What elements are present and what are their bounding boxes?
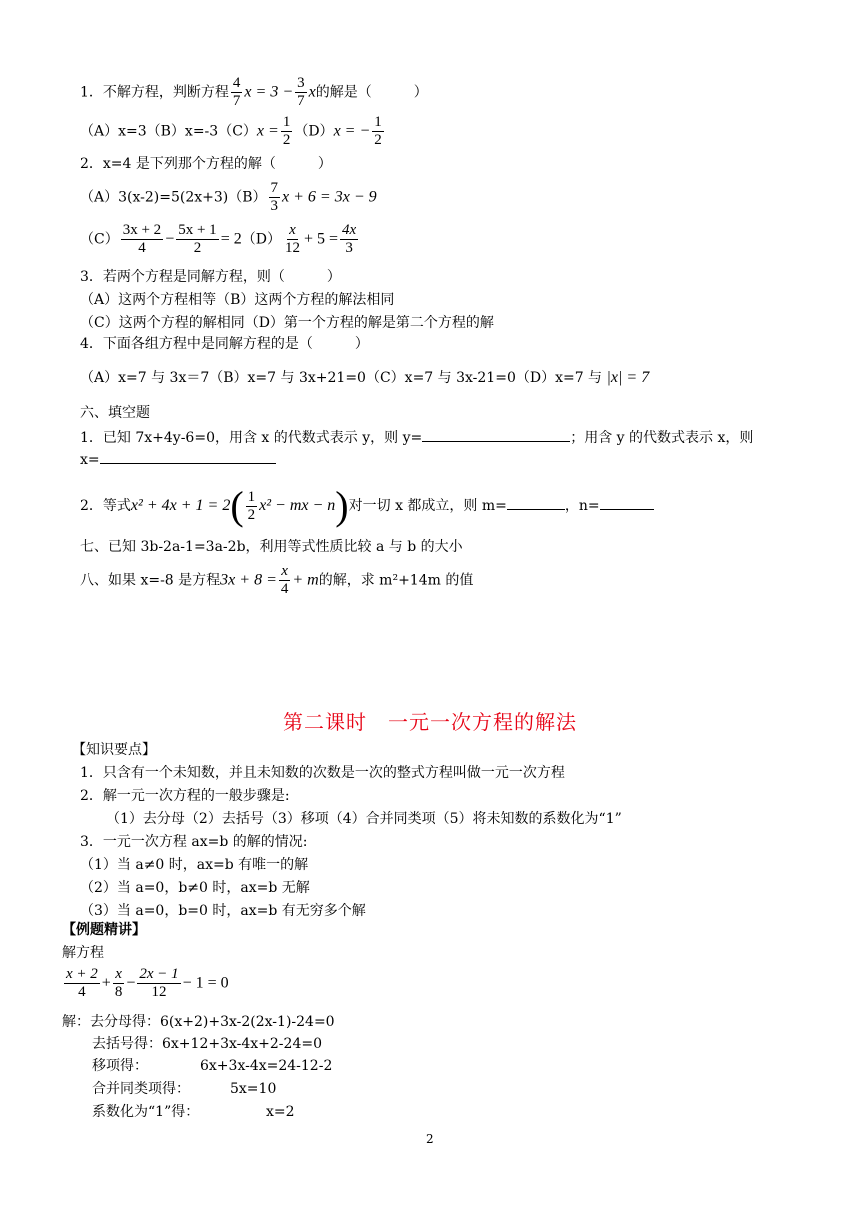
question-2-options-ab: （A）3(x-2)=5(2x+3)（B） $\frac{7}{3}$ x + 6 = 3x − 9 xyxy=(80,180,377,214)
knowledge-2: 2．解一元一次方程的一般步骤是: xyxy=(80,788,290,804)
lesson-title: 第二课时 一元一次方程的解法 xyxy=(283,710,577,734)
question-4-options: （A）x=7 与 3x＝7（B）x=7 与 3x+21=0（C）x=7 与 3x-21=0（D）x=7 与 |x| = 7 xyxy=(80,369,650,386)
knowledge-3-case-2: （2）当 a=0，b≠0 时，ax=b 无解 xyxy=(80,880,310,896)
question-2-options-cd: （C） $\frac{3x + 2}{4}$ − $\frac{5x + 1}{2}$ = 2（D） $\frac{x}{12}$ + 5 = $\frac{4x}{3}$ xyxy=(80,222,357,256)
question-3-line3: （C）这两个方程的解相同（D）第一个方程的解是第二个方程的解 xyxy=(80,315,494,331)
fraction: $\frac{2x - 1}{12}$ xyxy=(139,966,179,1000)
fraction: $\frac{x}{4}$ xyxy=(280,563,289,597)
fraction: $\frac{1}{2}$ xyxy=(247,488,256,523)
solution-step-4: 合并同类项得： 5x=10 xyxy=(92,1081,277,1097)
section-8: 八、如果 x=-8 是方程3x + 8 = $\frac{x}{4}$ + m的解，求 m²+14m 的值 xyxy=(80,563,474,597)
fill-2: 2．等式x² + 4x + 1 = 2( $\frac{1}{2}$ x² − mx − n)对一切 x 都成立，则 m= ，n= xyxy=(80,486,654,526)
knowledge-3-case-3: （3）当 a=0，b=0 时，ax=b 有无穷多个解 xyxy=(80,903,366,919)
answer-blank[interactable] xyxy=(422,427,570,442)
solution-step-1: 解：去分母得：6(x+2)+3x-2(2x-1)-24=0 xyxy=(62,1014,335,1030)
fraction: $\frac{7}{3}$ xyxy=(270,180,279,214)
question-3-line2: （A）这两个方程相等（B）这两个方程的解法相同 xyxy=(80,292,395,308)
page-number: 2 xyxy=(426,1132,434,1146)
fraction: $\frac{3x + 2}{4}$ xyxy=(122,222,162,256)
knowledge-heading: 【知识要点】 xyxy=(72,742,156,758)
fraction: $\frac{1}{2}$ xyxy=(282,114,291,148)
knowledge-2-steps: （1）去分母（2）去括号（3）移项（4）合并同类项（5）将未知数的系数化为“1” xyxy=(106,811,622,827)
fraction: $\frac{1}{2}$ xyxy=(374,114,382,148)
solution-step-3: 移项得： 6x+3x-4x=24-12-2 xyxy=(92,1058,333,1074)
fill-1-cont: x= xyxy=(80,449,276,469)
answer-blank[interactable] xyxy=(600,495,654,510)
fraction: $\frac{4}{7}$ xyxy=(232,75,241,109)
fraction: $\frac{x + 2}{4}$ xyxy=(66,966,98,1000)
question-4: 4．下面各组方程中是同解方程的是（ ） xyxy=(80,336,369,352)
answer-blank[interactable] xyxy=(100,449,276,464)
solution-step-2: 去括号得：6x+12+3x-4x+2-24=0 xyxy=(92,1036,322,1052)
fill-1: 1．已知 7x+4y-6=0，用含 x 的代数式表示 y，则 y= ；用含 y 的代数式表示 x，则 xyxy=(80,427,753,447)
fraction: $\frac{5x + 1}{2}$ xyxy=(178,222,217,256)
answer-blank[interactable] xyxy=(507,495,565,510)
example-equation: $\frac{x + 2}{4}$ + $\frac{x}{8}$ − $\frac{2x - 1}{12}$ − 1 = 0 xyxy=(66,966,229,1000)
fraction: $\frac{x}{8}$ xyxy=(114,966,123,1000)
section-7: 七、已知 3b-2a-1=3a-2b，利用等式性质比较 a 与 b 的大小 xyxy=(80,539,463,555)
section-6-heading: 六、填空题 xyxy=(80,405,150,421)
question-2: 2．x=4 是下列那个方程的解（ ） xyxy=(80,156,332,172)
question-1: 1．不解方程，判断方程 $\frac{4}{7}$ x = 3 − $\frac{3}{7}$ x的解是（ ） xyxy=(80,75,428,109)
fraction: $\frac{3}{7}$ xyxy=(297,75,305,109)
question-3: 3．若两个方程是同解方程，则（ ） xyxy=(80,269,341,285)
question-1-options: （A）x=3（B）x=-3（C）x = $\frac{1}{2}$ （D）x = − $\frac{1}{2}$ xyxy=(80,114,382,148)
solution-step-5: 系数化为“1”得： x=2 xyxy=(92,1104,295,1120)
knowledge-3: 3．一元一次方程 ax=b 的解的情况: xyxy=(80,834,308,850)
example-prompt: 解方程 xyxy=(62,945,104,961)
example-heading: 【例题精讲】 xyxy=(62,922,146,938)
fraction: $\frac{x}{12}$ xyxy=(284,222,300,256)
knowledge-3-case-1: （1）当 a≠0 时，ax=b 有唯一的解 xyxy=(80,857,309,873)
knowledge-1: 1．只含有一个未知数，并且未知数的次数是一次的整式方程叫做一元一次方程 xyxy=(80,765,565,781)
fraction: $\frac{4x}{3}$ xyxy=(342,222,357,256)
